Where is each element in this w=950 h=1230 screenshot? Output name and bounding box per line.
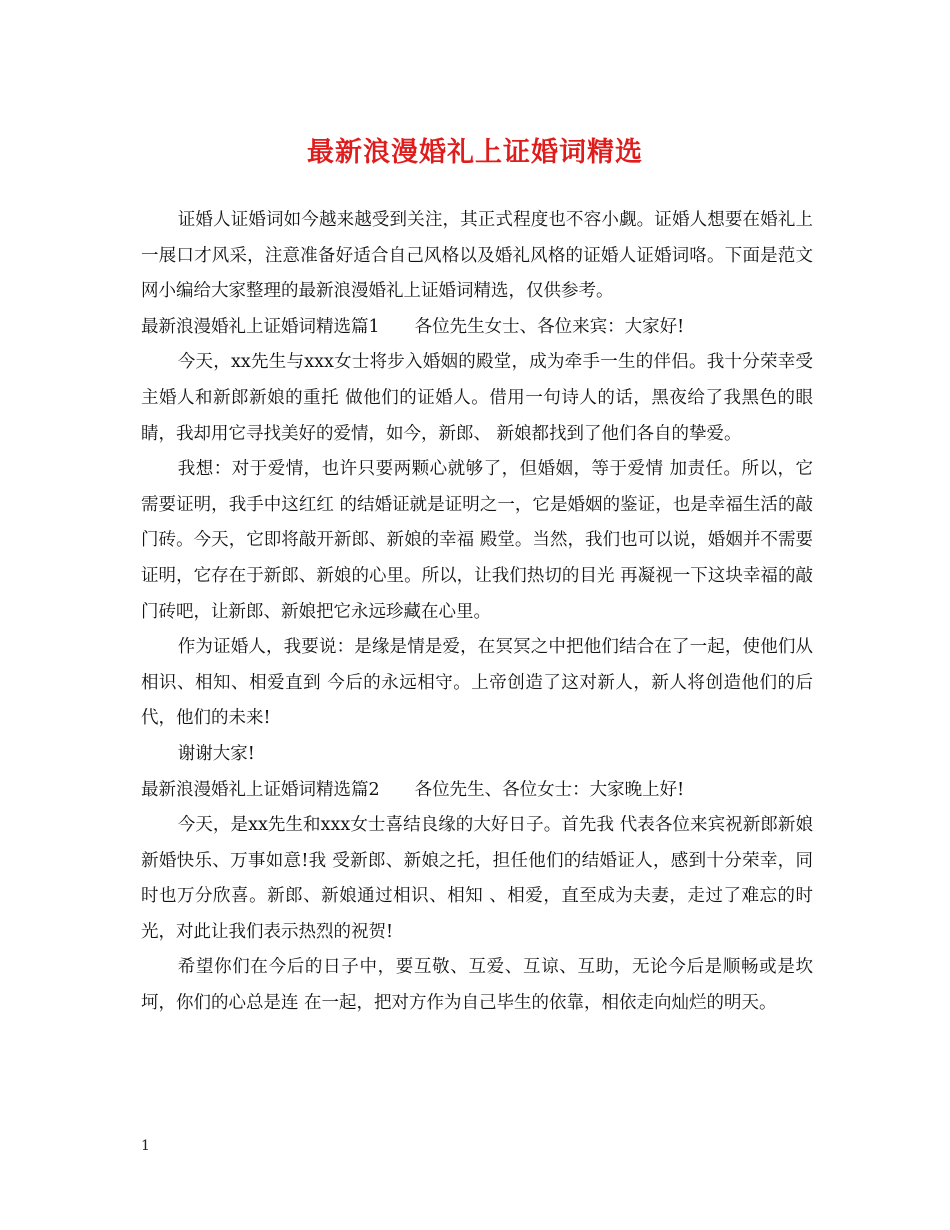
body-paragraph: 作为证婚人，我要说：是缘是情是爱，在冥冥之中把他们结合在了一起，使他们从相识、相知、相爱直到 今后的永远相守。上帝创造了这对新人，新人将创造他们的后代，他们的未来!	[141, 637, 813, 729]
section-heading-1: 最新浪漫婚礼上证婚词精选篇1 各位先生女士、各位来宾：大家好!	[141, 316, 685, 337]
intro-paragraph: 证婚人证婚词如今越来越受到关注，其正式程度也不容小觑。证婚人想要在婚礼上一展口才风采，注意准备好适合自己风格以及婚礼风格的证婚人证婚词咯。下面是范文网小编给大家整理的最新浪漫婚礼上证婚词精选，仅供参考。	[141, 210, 813, 302]
body-paragraph: 我想：对于爱情，也许只要两颗心就够了，但婚姻，等于爱情 加责任。所以，它需要证明，我手中这红红 的结婚证就是证明之一，它是婚姻的鉴证，也是幸福生活的敲门砖。今天，它即将敲开新郎、新娘的幸福 殿堂。当然，我们也可以说，婚姻并不需要证明，它存在于新郎、新娘的心里。所以，让我们热切的目光 再凝视一下这块幸福的敲门砖吧，让新郎、新娘把它永远珍藏在心里。	[141, 459, 813, 622]
body-paragraph: 希望你们在今后的日子中，要互敬、互爱、互谅、互助，无论今后是顺畅或是坎坷，你们的心总是连 在一起，把对方作为自己毕生的依靠，相依走向灿烂的明天。	[141, 957, 813, 1014]
body-paragraph: 今天，xx先生与xxx女士将步入婚姻的殿堂，成为牵手一生的伴侣。我十分荣幸受主婚人和新郎新娘的重托 做他们的证婚人。借用一句诗人的话，黑夜给了我黑色的眼睛，我却用它寻找美好的爱情，如今，新郎、 新娘都找到了他们各自的挚爱。	[141, 352, 813, 444]
document-body	[141, 203, 813, 1022]
document-title: 最新浪漫婚礼上证婚词精选	[307, 137, 643, 168]
section-heading-2: 最新浪漫婚礼上证婚词精选篇2 各位先生、各位女士：大家晚上好!	[141, 779, 685, 800]
body-paragraph: 今天，是xx先生和xxx女士喜结良缘的大好日子。首先我 代表各位来宾祝新郎新娘新婚快乐、万事如意!我 受新郎、新娘之托，担任他们的结婚证人，感到十分荣幸，同时也万分欣喜。新郎、新娘通过相识、相知 、相爱，直至成为夫妻，走过了难忘的时光，对此让我们表示热烈的祝贺!	[141, 815, 813, 942]
page-number: 1	[141, 1138, 150, 1154]
body-paragraph: 谢谢大家!	[177, 743, 255, 764]
